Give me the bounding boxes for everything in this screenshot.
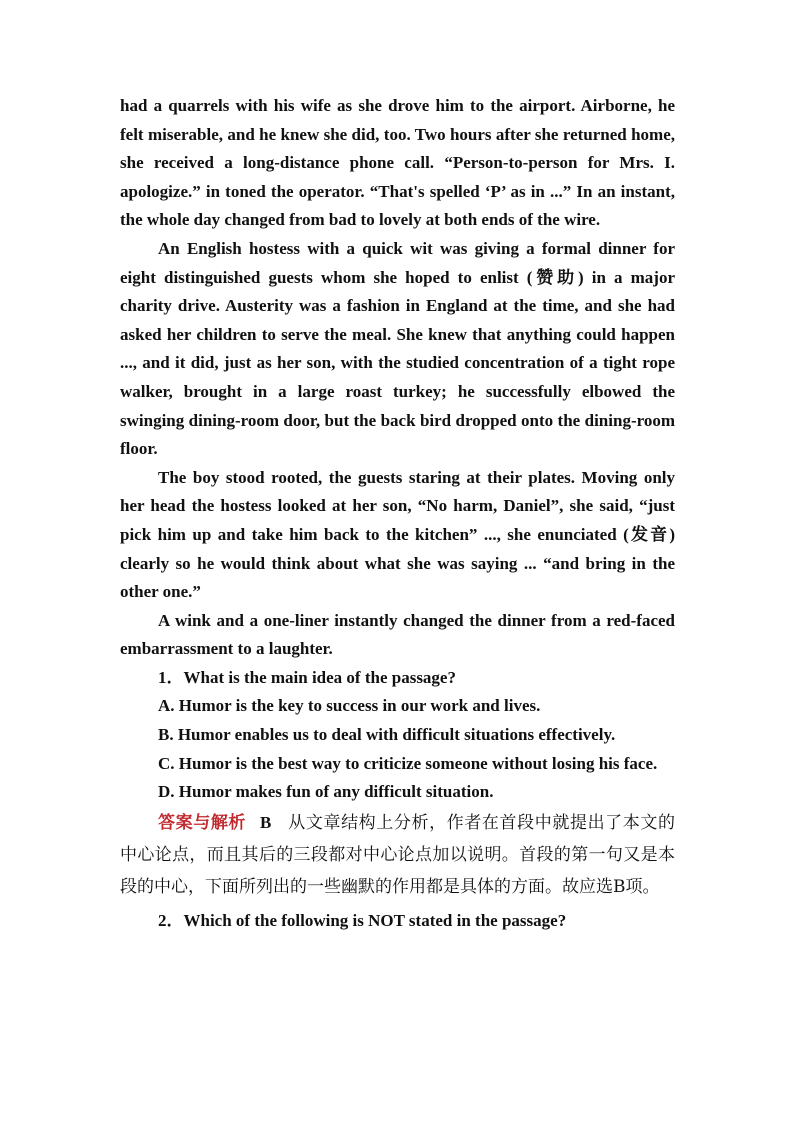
question-1-option-b: B. Humor enables us to deal with difficult situations effectively. xyxy=(158,725,616,745)
passage-paragraph-2: An English hostess with a quick wit was giving a formal dinner for eight distinguished guests whom she hoped to enlist (赞助) in a major charity drive. Austerity was a fashion in England at the time, and she had asked her children to serve the meal. She knew that anything could happen ..., and it did, just as her son, with the studied concentration of a tight rope walker, brought in a large roast turkey; he successfully elbowed the swinging dining-room door, but the back bird dropped onto the dining-room floor. xyxy=(120,238,675,459)
question-1-analysis xyxy=(120,807,675,903)
analysis-text: 从文章结构上分析，作者在首段中就提出了本文的中心论点，而且其后的三段都对中心论点加以说明。首段的第一句又是本段的中心，下面所列出的一些幽默的作用都是具体的方面。故应选B项。 xyxy=(120,812,676,897)
question-1-stem: 1．What is the main idea of the passage? xyxy=(158,667,456,687)
answer-label: 答案与解析 xyxy=(158,812,247,832)
question-1-option-c: C. Humor is the best way to criticize someone without losing his face. xyxy=(158,753,658,773)
answer-letter: B xyxy=(260,812,272,832)
question-1-option-d: D. Humor makes fun of any difficult situation. xyxy=(158,782,494,802)
question-1-option-a: A. Humor is the key to success in our work and lives. xyxy=(158,696,541,716)
passage-paragraph-3: The boy stood rooted, the guests staring at their plates. Moving only her head the hostess looked at her son, “No harm, Daniel”, she said, “just pick him up and take him back to the kitchen” ..., she enunciated (发音) clearly so he would think about what she was saying ... “and bring in the other one.” xyxy=(120,467,675,602)
passage-paragraph-4: A wink and a one-liner instantly changed the dinner from a red-faced embarrassment to a laughter. xyxy=(120,610,675,659)
question-2-stem: 2．Which of the following is NOT stated in the passage? xyxy=(158,910,567,930)
passage-paragraph-1: had a quarrels with his wife as she drove him to the airport. Airborne, he felt miserable, and he knew she did, too. Two hours after she returned home, she received a long-distance phone call. “Person-to-person for Mrs. I. apologize.” in toned the operator. “That's spelled ‘P’ as in ...” In an instant, the whole day changed from bad to lovely at both ends of the wire. xyxy=(120,96,675,230)
document-page xyxy=(120,92,675,935)
